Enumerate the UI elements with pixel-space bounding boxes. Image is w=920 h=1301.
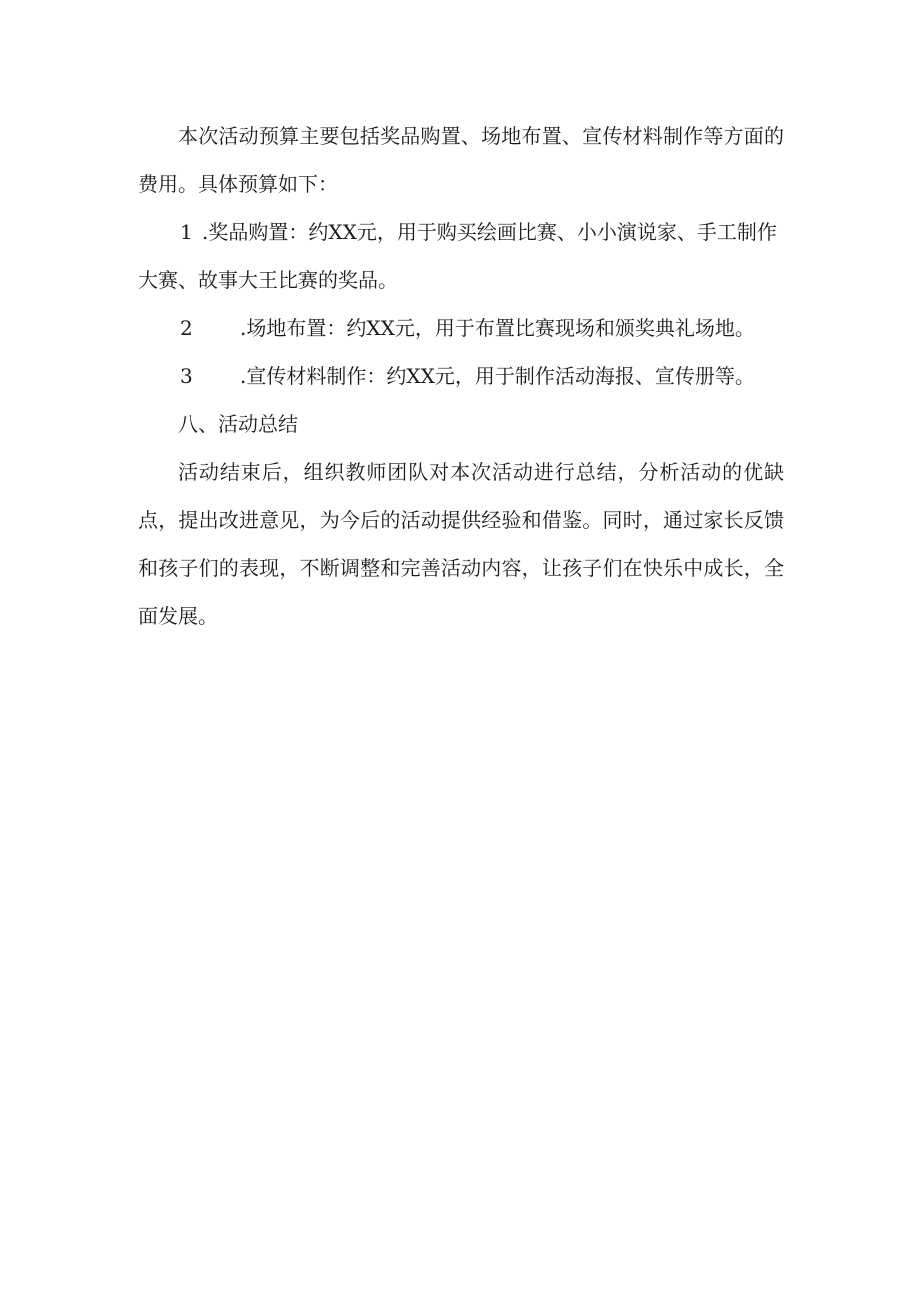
budget-item-text: .场地布置：约XX元，用于布置比赛现场和颁奖典礼场地。 xyxy=(240,316,755,340)
section-heading: 八、活动总结 xyxy=(178,412,298,436)
budget-item-text: .奖品购置：约XX元，用于购买绘画比赛、小小演说家、手工制作大赛、故事大王比赛的奖品。 xyxy=(138,220,777,292)
budget-item-prizes xyxy=(138,208,784,304)
budget-item-text: .宣传材料制作：约XX元，用于制作活动海报、宣传册等。 xyxy=(240,364,755,388)
budget-item-venue xyxy=(138,304,784,352)
budget-item-number: 2 xyxy=(180,316,193,340)
document-body xyxy=(138,112,784,640)
budget-item-number: 1 xyxy=(180,220,193,244)
budget-intro-paragraph: 本次活动预算主要包括奖品购置、场地布置、宣传材料制作等方面的费用。具体预算如下： xyxy=(138,124,784,196)
summary-paragraph: 活动结束后，组织教师团队对本次活动进行总结，分析活动的优缺点，提出改进意见，为今后的活动提供经验和借鉴。同时，通过家长反馈和孩子们的表现，不断调整和完善活动内容，让孩子们在快乐中成长，全面发展。 xyxy=(138,460,784,628)
budget-item-number: 3 xyxy=(180,364,193,388)
budget-item-promo-materials xyxy=(138,352,784,400)
